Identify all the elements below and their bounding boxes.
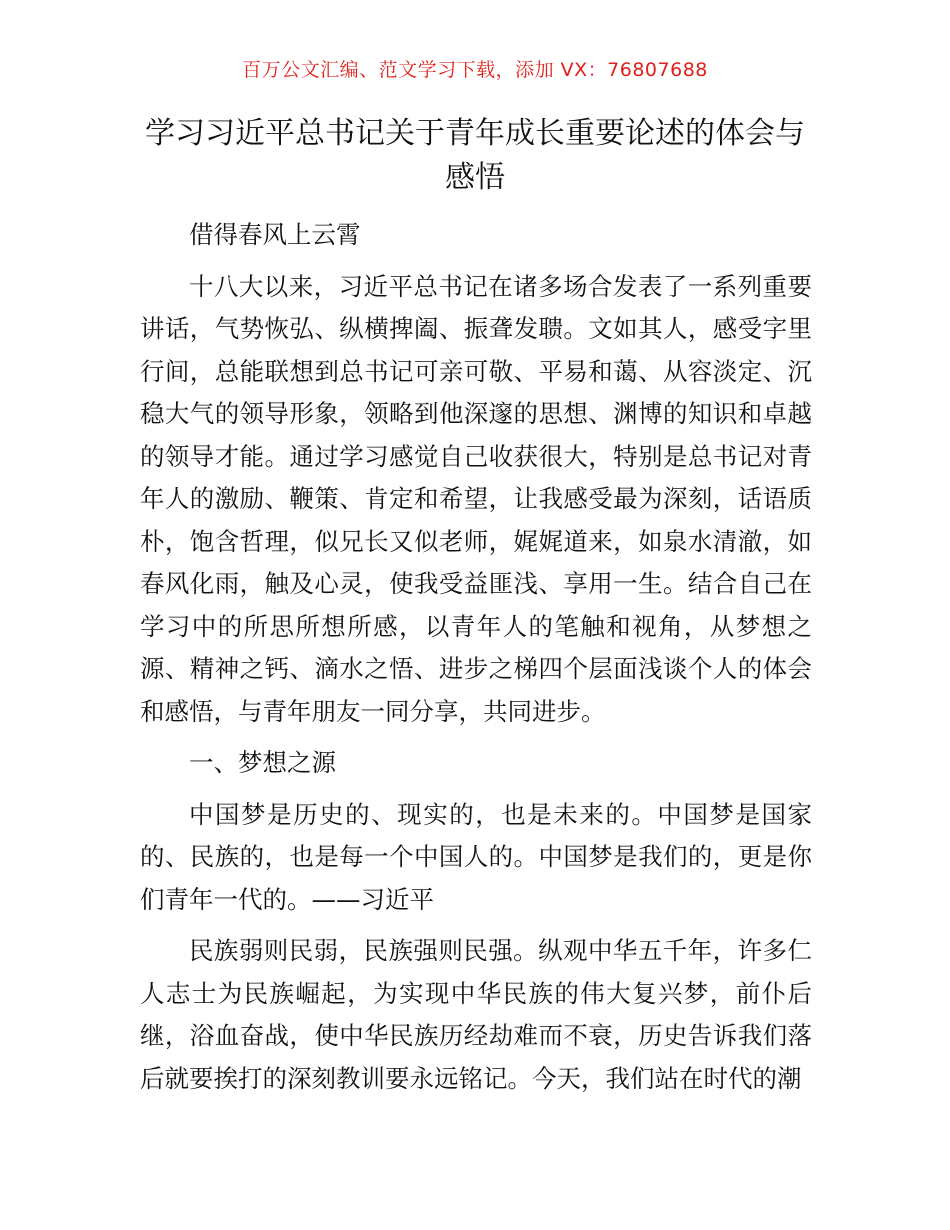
body-paragraph: 民族弱则民弱，民族强则民强。纵观中华五千年，许多仁人志士为民族崛起，为实现中华民族的伟大复兴梦，前仆后继，浴血奋战，使中华民族历经劫难而不衰，历史告诉我们落后就要挨打的深刻教训要永远铭记。今天，我们站在时代的潮: [140, 936, 812, 1093]
quote-paragraph: 中国梦是历史的、现实的，也是未来的。中国梦是国家的、民族的，也是每一个中国人的。中国梦是我们的，更是你们青年一代的。——习近平: [140, 799, 812, 914]
document-body: [140, 214, 812, 1109]
section-heading: 一、梦想之源: [189, 748, 336, 777]
page-title: 学习习近平总书记关于青年成长重要论述的体会与感悟: [145, 116, 805, 195]
subtitle: 借得春风上云霄: [189, 220, 361, 249]
intro-paragraph: 十八大以来，习近平总书记在诸多场合发表了一系列重要讲话，气势恢弘、纵横捭阖、振聋发聩。文如其人，感受字里行间，总能联想到总书记可亲可敬、平易和蔼、从容淡定、沉稳大气的领导形象，领略到他深邃的思想、渊博的知识和卓越的领导才能。通过学习感觉自己收获很大，特别是总书记对青年人的激励、鞭策、肯定和希望，让我感受最为深刻，话语质朴，饱含哲理，似兄长又似老师，娓娓道来，如泉水清澈，如春风化雨，触及心灵，使我受益匪浅、享用一生。结合自己在学习中的所思所想所感，以青年人的笔触和视角，从梦想之源、精神之钙、滴水之悟、进步之梯四个层面浅谈个人的体会和感悟，与青年朋友一同分享，共同进步。: [140, 271, 812, 726]
header-note: 百万公文汇编、范文学习下载，添加 VX：76807688: [242, 59, 708, 81]
